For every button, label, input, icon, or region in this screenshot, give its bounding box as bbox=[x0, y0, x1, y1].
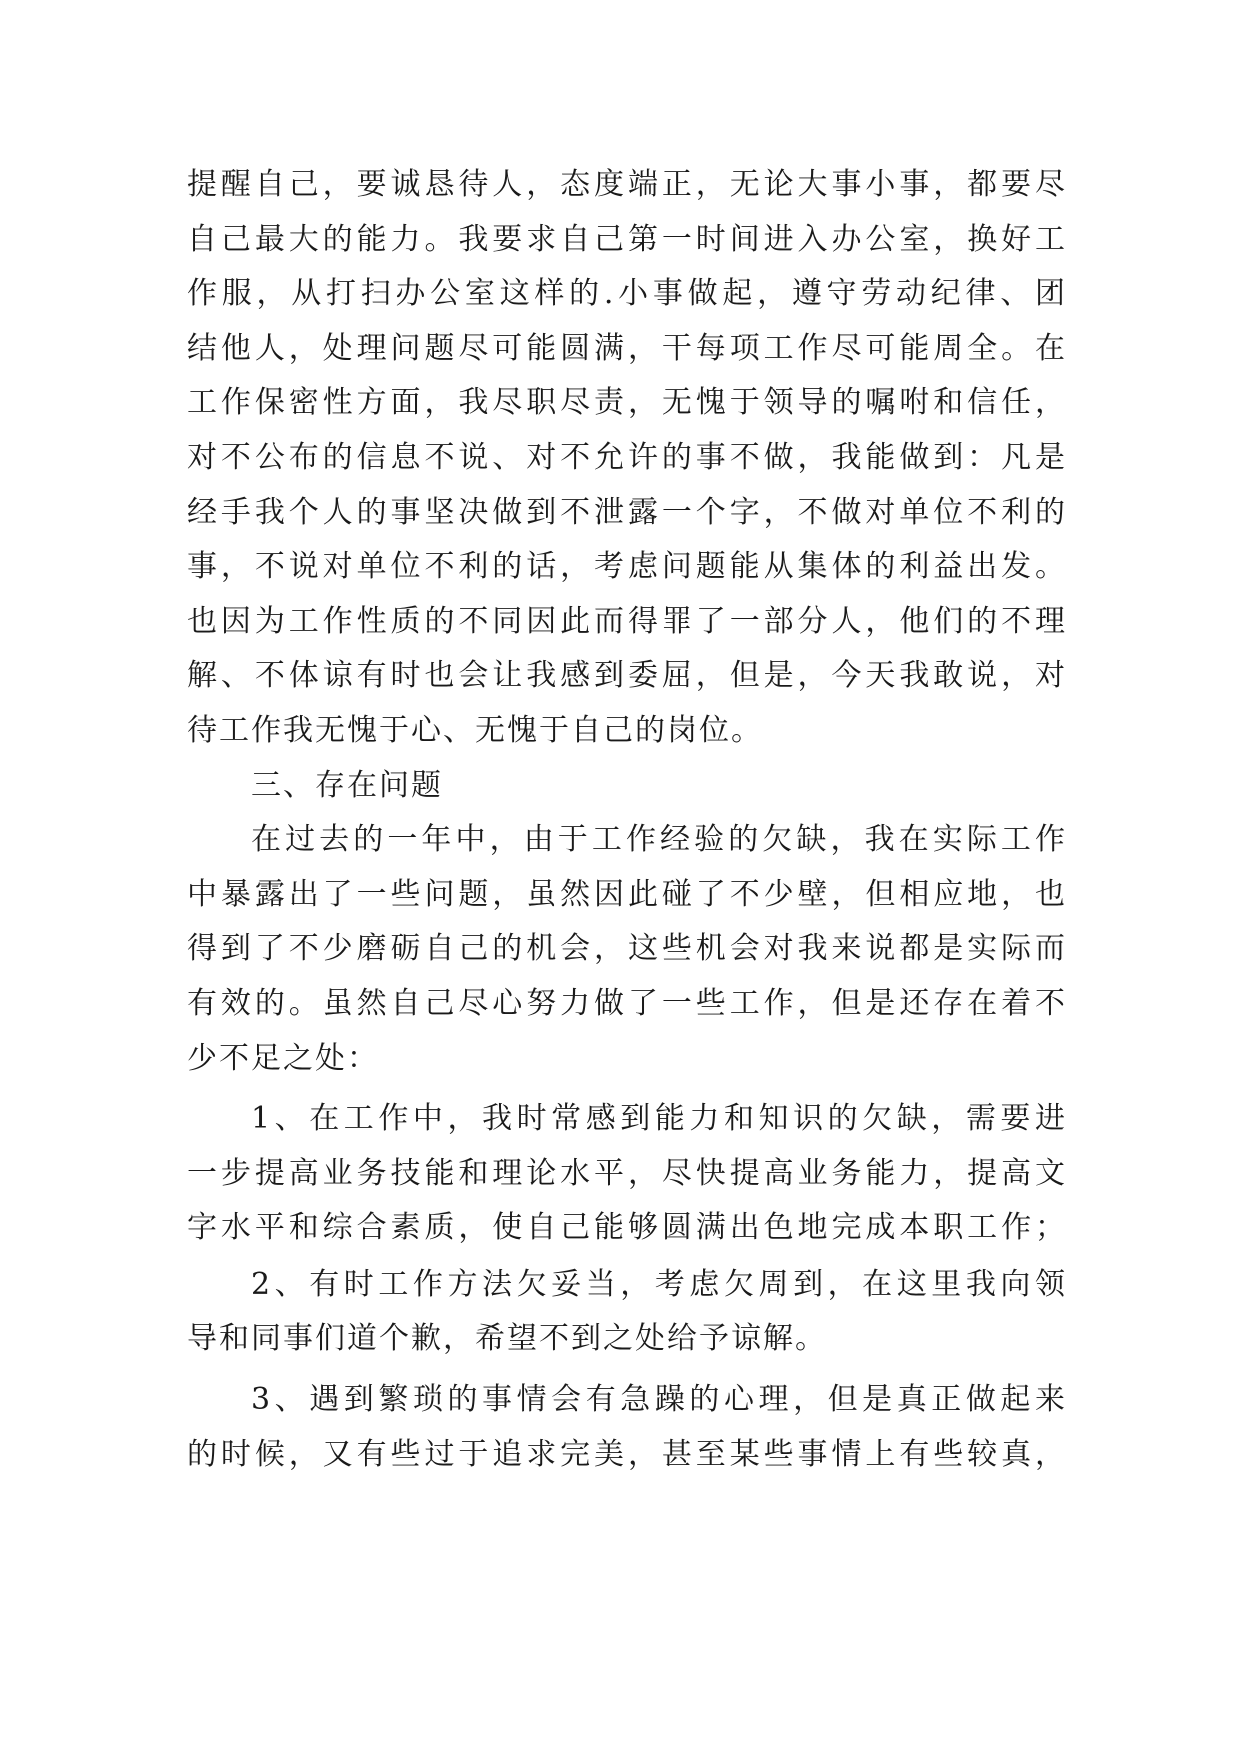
text-line: 提醒自己，要诚恳待人，态度端正，无论大事小事，都要尽 bbox=[187, 167, 1067, 202]
text-line: 一步提高业务技能和理论水平，尽快提高业务能力，提高文 bbox=[187, 1155, 1067, 1191]
text-line: 字水平和综合素质，使自己能够圆满出色地完成本职工作； bbox=[187, 1210, 1067, 1246]
text-line: 对不公布的信息不说、对不允许的事不做，我能做到：凡是 bbox=[187, 439, 1067, 475]
section-heading: 三、存在问题 bbox=[251, 767, 443, 803]
list-item-2 bbox=[187, 1258, 1067, 1367]
text-line: 工作保密性方面，我尽职尽责，无愧于领导的嘱咐和信任， bbox=[187, 385, 1067, 421]
document-body bbox=[187, 158, 1067, 1482]
text-line: 经手我个人的事坚决做到不泄露一个字，不做对单位不利的 bbox=[187, 494, 1067, 530]
text-line: 作服，从打扫办公室这样的.小事做起，遵守劳动纪律、团 bbox=[187, 276, 1067, 312]
paragraph-responsibility bbox=[187, 158, 1067, 759]
text-line: 自己最大的能力。我要求自己第一时间进入办公室，换好工 bbox=[187, 221, 1067, 257]
text-line: 3、遇到繁琐的事情会有急躁的心理，但是真正做起来 bbox=[251, 1382, 1067, 1418]
text-line: 待工作我无愧于心、无愧于自己的岗位。 bbox=[187, 712, 763, 748]
text-line: 也因为工作性质的不同因此而得罪了一部分人，他们的不理 bbox=[187, 603, 1067, 639]
text-line: 在过去的一年中，由于工作经验的欠缺，我在实际工作 bbox=[251, 822, 1067, 858]
text-line: 事，不说对单位不利的话，考虑问题能从集体的利益出发。 bbox=[187, 549, 1067, 585]
text-line: 结他人，处理问题尽可能圆满，干每项工作尽可能周全。在 bbox=[187, 330, 1067, 366]
list-item-3 bbox=[187, 1373, 1067, 1482]
text-line: 2、有时工作方法欠妥当，考虑欠周到，在这里我向领 bbox=[251, 1266, 1067, 1302]
text-line: 得到了不少磨砺自己的机会，这些机会对我来说都是实际而 bbox=[187, 931, 1067, 967]
text-line: 1、在工作中，我时常感到能力和知识的欠缺，需要进 bbox=[251, 1101, 1067, 1137]
text-line: 解、不体谅有时也会让我感到委屈，但是，今天我敢说，对 bbox=[187, 658, 1067, 694]
text-line: 中暴露出了一些问题，虽然因此碰了不少壁，但相应地，也 bbox=[187, 876, 1067, 912]
list-item-1 bbox=[187, 1092, 1067, 1256]
text-line: 少不足之处： bbox=[187, 1040, 379, 1076]
text-line: 的时候，又有些过于追求完美，甚至某些事情上有些较真， bbox=[187, 1436, 1067, 1472]
paragraph-problems-intro bbox=[187, 813, 1067, 1086]
text-line: 导和同事们道个歉，希望不到之处给予谅解。 bbox=[187, 1321, 827, 1357]
text-line: 有效的。虽然自己尽心努力做了一些工作，但是还存在着不 bbox=[187, 985, 1067, 1021]
